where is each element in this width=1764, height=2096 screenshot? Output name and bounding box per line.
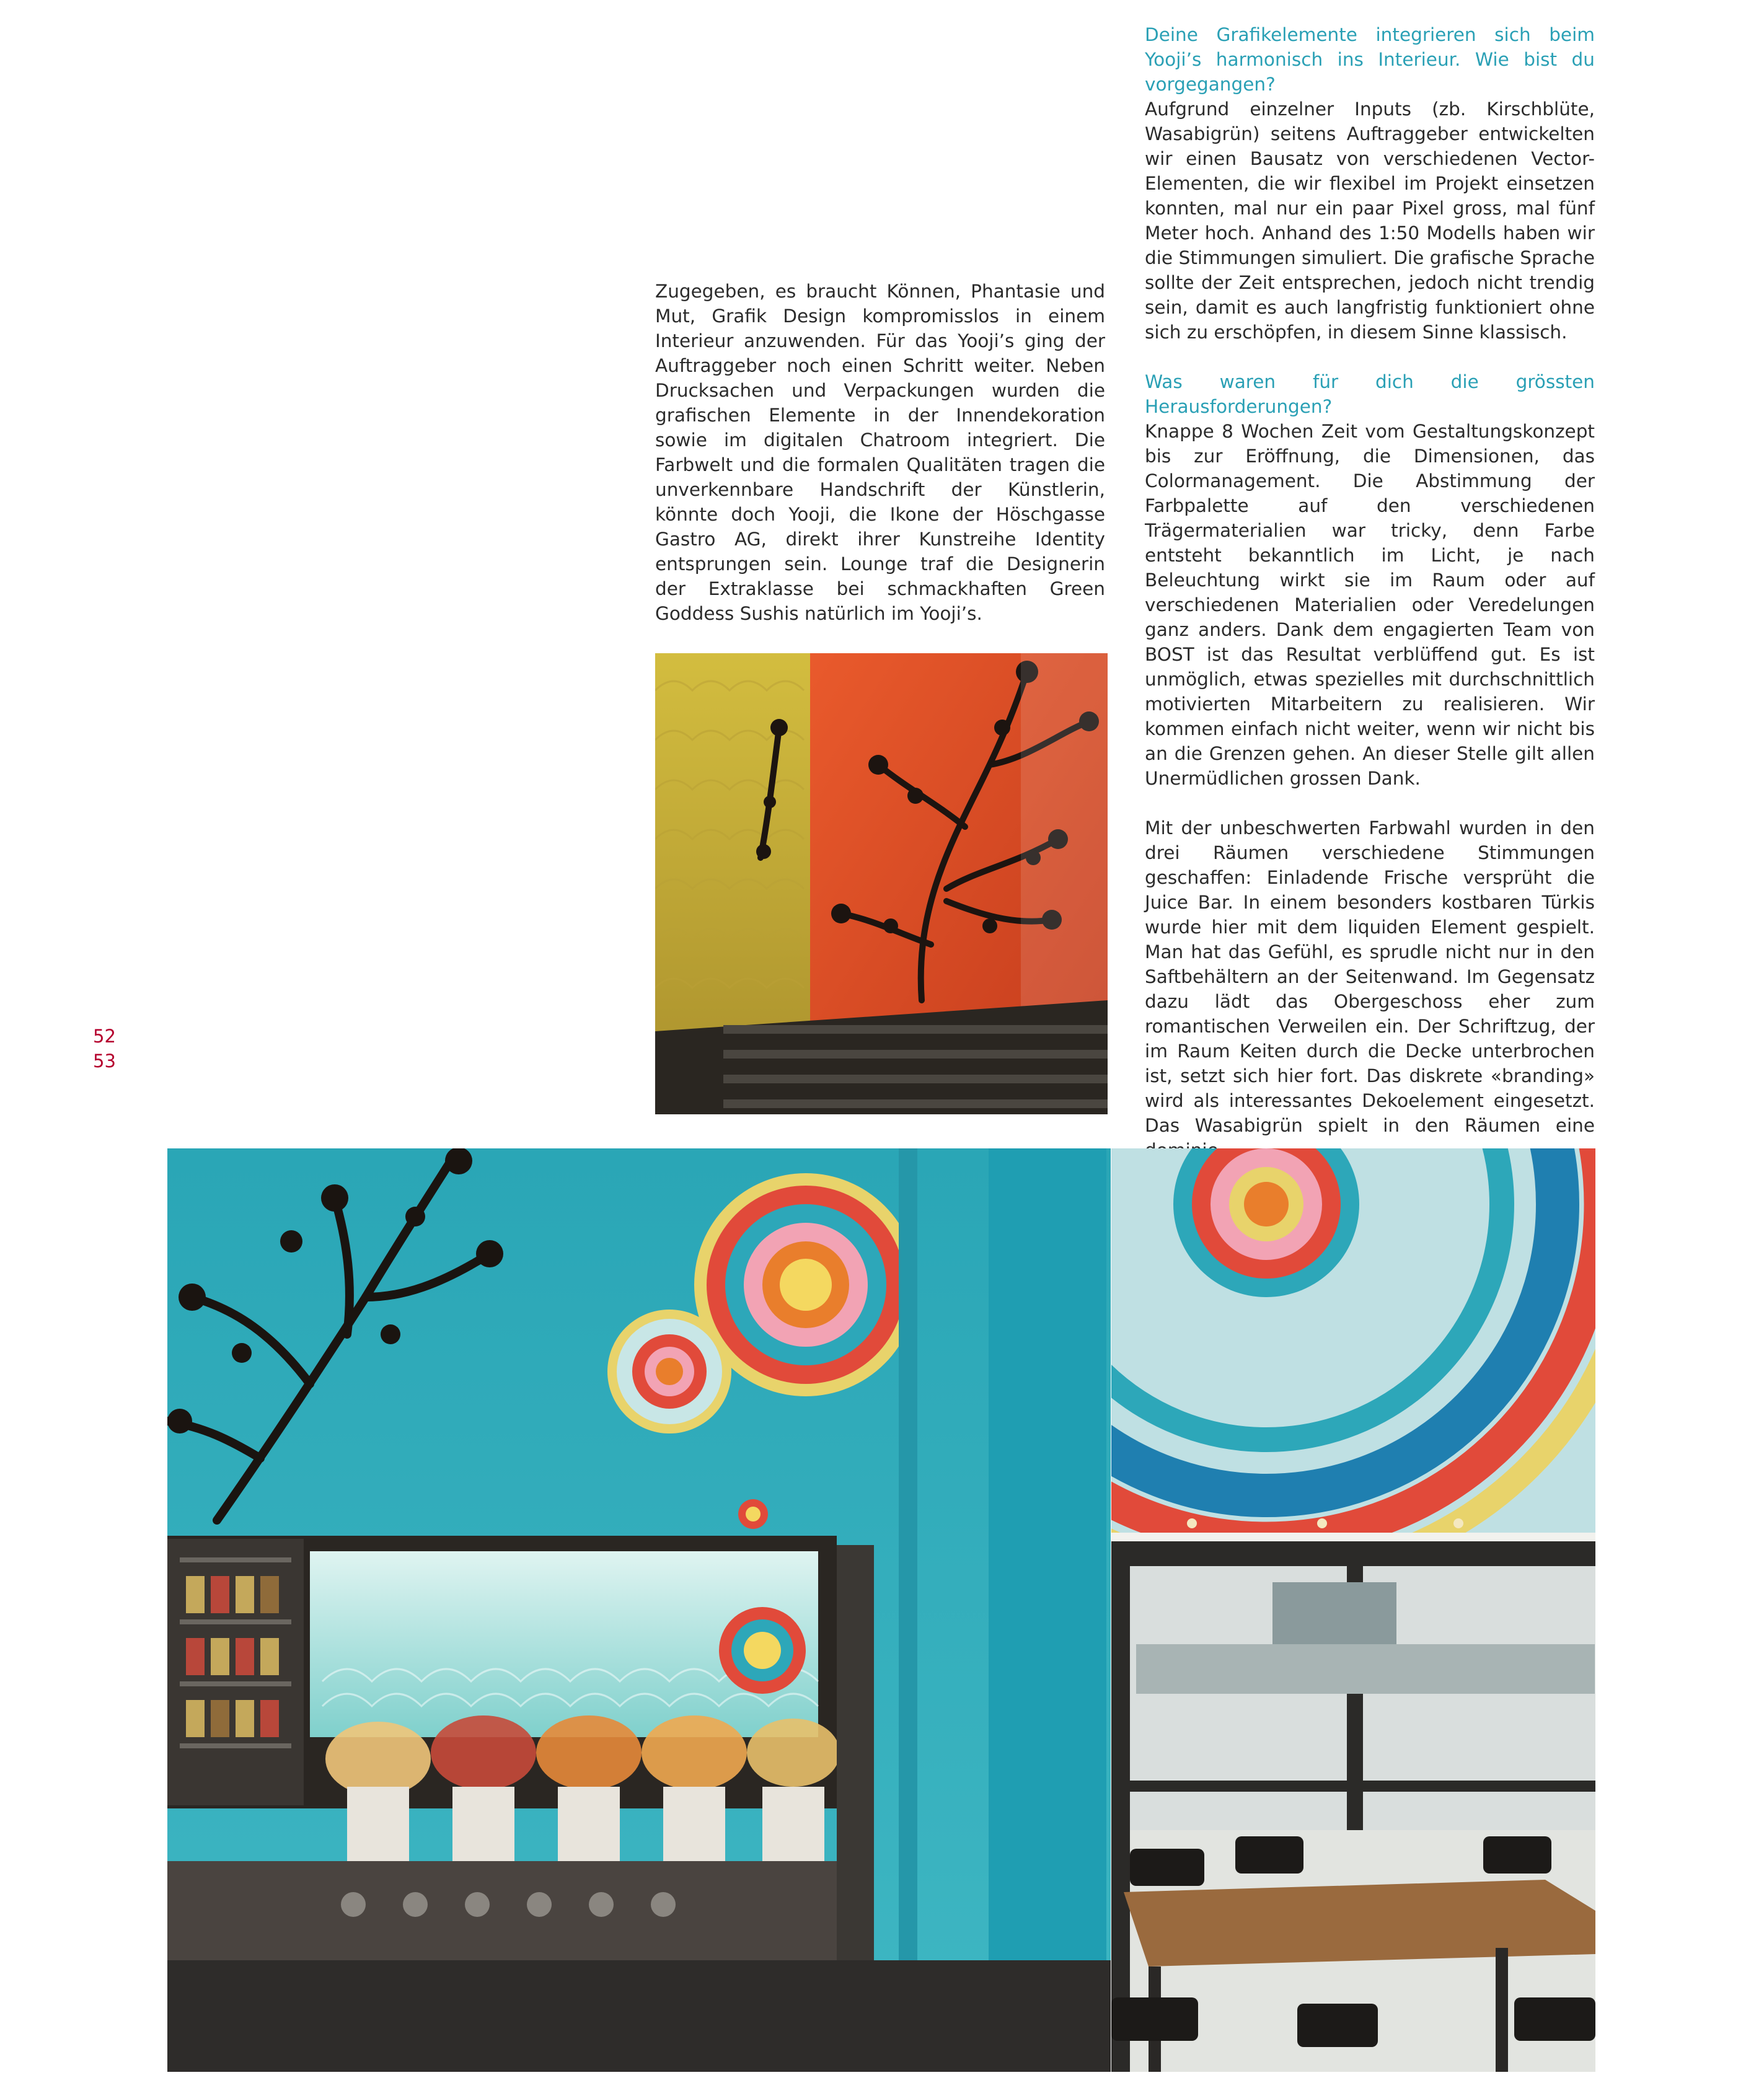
page-numbers <box>93 1024 116 1073</box>
page-number-left: 52 <box>93 1026 116 1047</box>
answer-1: Aufgrund einzelner Inputs (zb. Kirschblüte, Wasabigrün) seitens Auftraggeber entwickelten wir einen Bausatz von verschiedenen Vector-Elementen, die wir flexibel im Projekt einsetzen konnten, mal nur ein paar Pixel gross, mal fünf Meter hoch. Anhand des 1:50 Modells haben wir die Stimmungen simuliert. Die grafische Sprache sollte der Zeit entsprechen, jedoch nicht trendig sein, damit es auch langfristig funktioniert ohne sich zu erschöpfen, in diesem Sinne klassisch. <box>1145 99 1595 343</box>
intro-paragraph: Zugegeben, es braucht Können, Phantasie und Mut, Grafik Design kompromisslos in einem Interieur anzuwenden. Für das Yooji’s ging der Auftraggeber noch einen Schritt weiter. Neben Drucksachen und Verpackungen wurden die grafischen Elemente in der Innendekoration sowie im digitalen Chatroom integriert. Die Farbwelt und die formalen Qualitäten tragen die unverkennbare Handschrift der Künstlerin, könnte doch Yooji, die Ikone der Höschgasse Gastro AG, direkt ihrer Kunstreihe Identity entsprungen sein. Lounge traf die Designerin der Extraklasse bei schmackhaften Green Goddess Sushis natürlich im Yooji’s. <box>655 281 1105 624</box>
intro-column <box>655 279 1105 626</box>
interview-column <box>1145 22 1595 1163</box>
body-paragraph-3: Mit der unbeschwerten Farbwahl wurden in den drei Räumen verschiedene Stimmungen geschaffen: Einladende Frische versprüht die Juice Bar. In einem besonders kostbaren Türkis wurde hier mit dem liquiden Element gespielt. Man hat das Gefühl, es sprudle nicht nur in den Saftbehältern an der Seitenwand. Im Gegensatz dazu lädt das Obergeschoss eher zum romantischen Verweilen ein. Der Schriftzug, der im Raum Keiten durch die Decke unterbrochen ist, setzt sich hier fort. Das diskrete «branding» wird als interessantes Dekoelement eingesetzt. Das Wasabigrün spielt in den Räumen eine <box>1145 817 1595 1136</box>
page-number-right: 53 <box>93 1050 116 1072</box>
stairway-photo <box>655 653 1108 1114</box>
question-1: Deine Grafikelemente integrieren sich beim Yooji’s harmonisch ins Interieur. Wie bist du vorgegangen? <box>1145 24 1595 95</box>
upper-floor-photo <box>1111 1148 1595 2072</box>
answer-2: Knappe 8 Wochen Zeit vom Gestaltungskonzept bis zur Eröffnung, die Dimensionen, das Colormanagement. Die Abstimmung der Farbpalette auf den verschiedenen Trägermaterialien war tricky, denn Farbe entsteht bekanntlich im Licht, je nach Beleuchtung wirkt sie im Raum oder auf verschiedenen Materialien oder Veredelungen ganz anders. Dank dem engagierten Team von BOST ist das Resultat verblüffend gut. Es ist unmöglich, etwas spezielles mit durchschnittlich motivierten Mitarbeitern zu realisieren. Wir kommen einfach nicht weiter, wenn wir nicht bis an die Grenzen gehen. An dieser Stelle gilt allen Unermüdlichen grossen Dank. <box>1145 421 1595 789</box>
juice-bar-photo <box>167 1148 1111 2072</box>
question-2: Was waren für dich die grössten Herausforderungen? <box>1145 371 1595 417</box>
